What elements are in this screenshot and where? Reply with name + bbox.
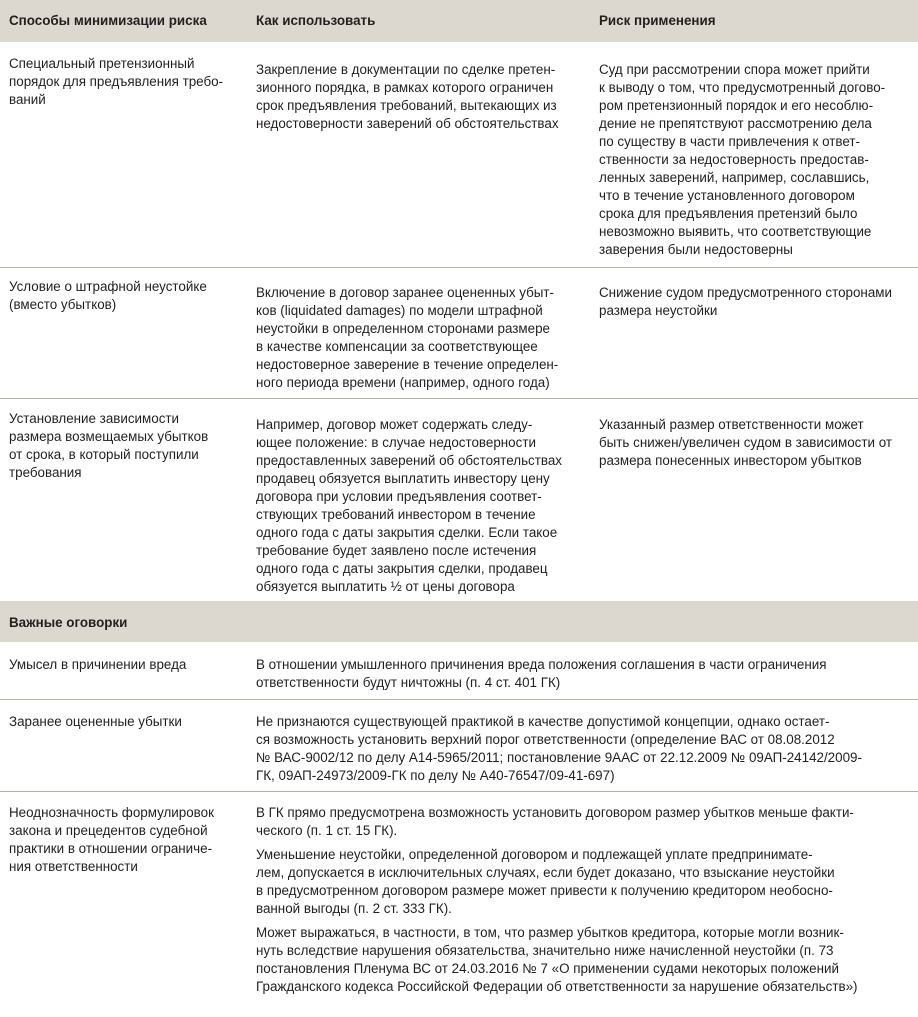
table-row [0, 792, 918, 1016]
row-description [256, 656, 908, 692]
section-title: Важные оговорки [9, 615, 128, 630]
row-paragraph: В ГК прямо предусмотрена возможность установить договором размер убытков меньше факти- ческого (п. 1 ст. 15 ГК). [256, 805, 854, 838]
row-method: Условие о штрафной неустойке (вместо убытков) [9, 279, 207, 312]
row-risk: Снижение судом предусмотренного сторонами размера неустойки [599, 285, 892, 318]
row-method: Специальный претензионный порядок для предъявления требо- ваний [9, 56, 224, 107]
row-paragraph: Уменьшение неустойки, определенной договором и подлежащей уплате предпринимате- лем, допускается в исключительных случаях, если будет доказано, что взыскание неустойки в предусмотренном договором размере может привести к получению кредитором необосно- ванной выгоды (п. 2 ст. 333 ГК). [256, 847, 835, 916]
header-usage: Как использовать [256, 13, 376, 28]
row-description [256, 713, 908, 785]
table-row [0, 268, 918, 399]
row-risk: Указанный размер ответственности может быть снижен/увеличен судом в зависимости от размера понесенных инвестором убытков [599, 417, 892, 468]
row-risk: Суд при рассмотрении спора может прийти к выводу о том, что предусмотренный догово- ром претензионный порядок и его несоблю- дение не препятствуют рассмотрению дела по существу в части привлечения к ответ- ственности за недостоверность предостав- ленных заверений, например, сославшись, что в течение установленного договором срока для предъявления претензий было невозможно выявить, что соответствующие заверения были недостоверны [599, 62, 886, 257]
row-method: Установление зависимости размера возмещаемых убытков от срока, в который поступили требования [9, 411, 209, 480]
table-row [0, 700, 918, 792]
row-usage: Закрепление в документации по сделке претен- зионного порядка, в рамках которого ограничен срок предъявления требований, вытекающих из недостоверности заверений об обстоятельствах [256, 62, 559, 131]
table-row [0, 399, 918, 601]
row-paragraph: В отношении умышленного причинения вреда положения соглашения в части ограничения ответственности будут ничтожны (п. 4 ст. 401 ГК) [256, 657, 827, 690]
row-description [256, 804, 908, 996]
table-header [0, 0, 918, 42]
row-usage: Включение в договор заранее оцененных убыт- ков (liquidated damages) по модели штрафной неустойки в определенном сторонами размере в качестве компенсации за соответствующее недостоверное заверение в течение определен- ного периода времени (например, одного года) [256, 285, 559, 390]
section-header [0, 601, 918, 642]
row-paragraph: Может выражаться, в частности, в том, что размер убытков кредитора, которые могли возник- нуть вследствие нарушения обязательства, значительно ниже начисленной неустойки (п. 73 постановления Пленума ВС от 24.03.2016 № 7 «О применении судами некоторых положений Гражданского кодекса Российской Федерации об ответственности за нарушение обязательств») [256, 925, 858, 994]
table-row [0, 642, 918, 700]
header-risk: Риск применения [599, 13, 716, 28]
row-label: Неоднозначность формулировок закона и прецедентов судебной практики в отношении ограниче- ния ответственности [9, 805, 214, 874]
row-usage: Например, договор может содержать следу- ющее положение: в случае недостоверности предоставленных заверений об обстоятельствах продавец обязуется выплатить инвестору цену договора при условии предъявления соответ- ствующих требований инвестором в течение одного года с даты закрытия сделки. Если такое требование будет заявлено после истечения одного года с даты закрытия сделки, продавец обязуется выплатить ½ от цены договора [256, 417, 562, 594]
row-label: Умысел в причинении вреда [9, 657, 187, 672]
table-row [0, 42, 918, 268]
row-paragraph: Не признаются существующей практикой в качестве допустимой концепции, однако остает- ся возможность установить верхний порог ответственности (определение ВАС от 08.08.2012 № ВАС-9002/12 по делу А14-5965/2011; постановление 9ААС от 22.12.2009 № 09АП-24142/2009- ГК, 09АП-24973/2009-ГК по делу № А40-76547/09-41-697) [256, 714, 862, 783]
header-methods: Способы минимизации риска [9, 13, 207, 28]
row-label: Заранее оцененные убытки [9, 714, 182, 729]
